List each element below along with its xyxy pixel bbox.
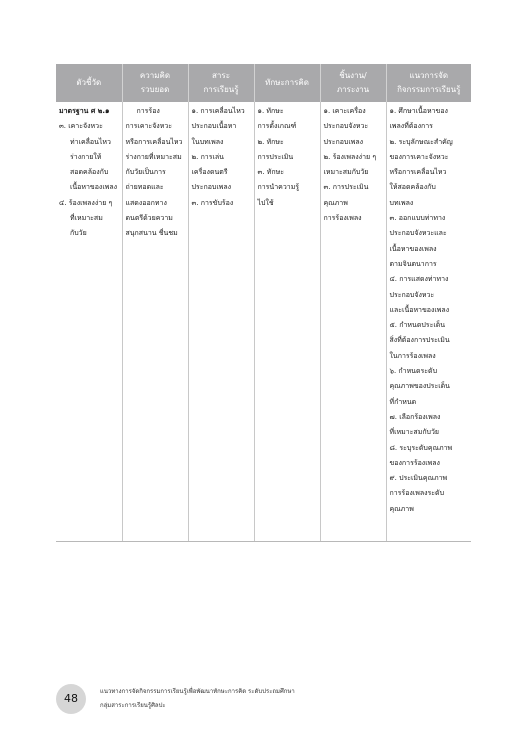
footer-subject: กลุ่มสาระการเรียนรู้ศิลปะ	[100, 702, 166, 709]
table-row	[56, 102, 471, 542]
table-header-row	[56, 64, 471, 102]
header-tasks: ชิ้นงาน/ ภาระงาน	[320, 64, 386, 102]
cell-thinking-skills: ๑. ทักษะ การตั้งเกณฑ์ ๒. ทักษะ การประเมิน ๓. ทักษะ การนำความรู้ ไปใช้	[254, 102, 320, 542]
header-concept: ความคิด รวบยอด	[122, 64, 188, 102]
header-content: สาระ การเรียนรู้	[188, 64, 254, 102]
cell-tasks: ๑. เคาะเครื่อง ประกอบจังหวะ ประกอบเพลง ๒. ร้องเพลงง่าย ๆ เหมาะสมกับวัย ๓. การประเมิน คุณภาพ การร้องเพลง	[320, 102, 386, 542]
header-indicator: ตัวชี้วัด	[56, 64, 122, 102]
cell-indicator: มาตรฐาน ศ ๒.๑ ๓. เคาะจังหวะ ท่าเคลื่อนไหว ร่างกายให้ สอดคล้องกับ เนื้อหาของเพลง ๔. ร้องเพลงง่าย ๆ ที่เหมาะสม กับวัย	[56, 102, 122, 542]
curriculum-table	[56, 64, 471, 542]
header-thinking-skills: ทักษะการคิด	[254, 64, 320, 102]
cell-concept: การร้อง การเคาะจังหวะ หรือการเคลื่อนไหว ร่างกายที่เหมาะสม กับวัยเป็นการ ถ่ายทอดและ แสดงออกทาง ดนตรีด้วยความ สนุกสนาน ชื่นชม	[122, 102, 188, 542]
cell-activities: ๑. ศึกษาเนื้อหาของ เพลงที่ต้องการ ๒. ระบุลักษณะสำคัญ ของการเคาะจังหวะ หรือการเคลื่อนไหว ให้สอดคล้องกับ บทเพลง ๓. ออกแบบท่าทาง ประกอบจังหวะและ เนื้อหาของเพลง ตามจินตนาการ ๔. การแสดงท่าทาง ประกอบจังหวะ และเนื้อหาของเพลง ๕. กำหนดประเด็น สิ่งที่ต้องการประเมิน ในการร้องเพลง ๖. กำหนดระดับ คุณภาพของประเด็น ที่กำหนด ๗. เลือกร้องเพลง ที่เหมาะสมกับวัย ๘. ระบุระดับคุณภาพ ของการร้องเพลง ๙. ประเมินคุณภาพ การร้องเพลงระดับ คุณภาพ	[386, 102, 471, 542]
page-number: 48	[56, 684, 86, 714]
cell-content: ๑. การเคลื่อนไหว ประกอบเนื้อหา ในบทเพลง ๒. การเล่น เครื่องดนตรี ประกอบเพลง ๓. การขับร้อง	[188, 102, 254, 542]
footer-book-title: แนวทางการจัดกิจกรรมการเรียนรู้เพื่อพัฒนาทักษะการคิด ระดับประถมศึกษา	[100, 688, 295, 695]
header-activities: แนวการจัด กิจกรรมการเรียนรู้	[386, 64, 471, 102]
